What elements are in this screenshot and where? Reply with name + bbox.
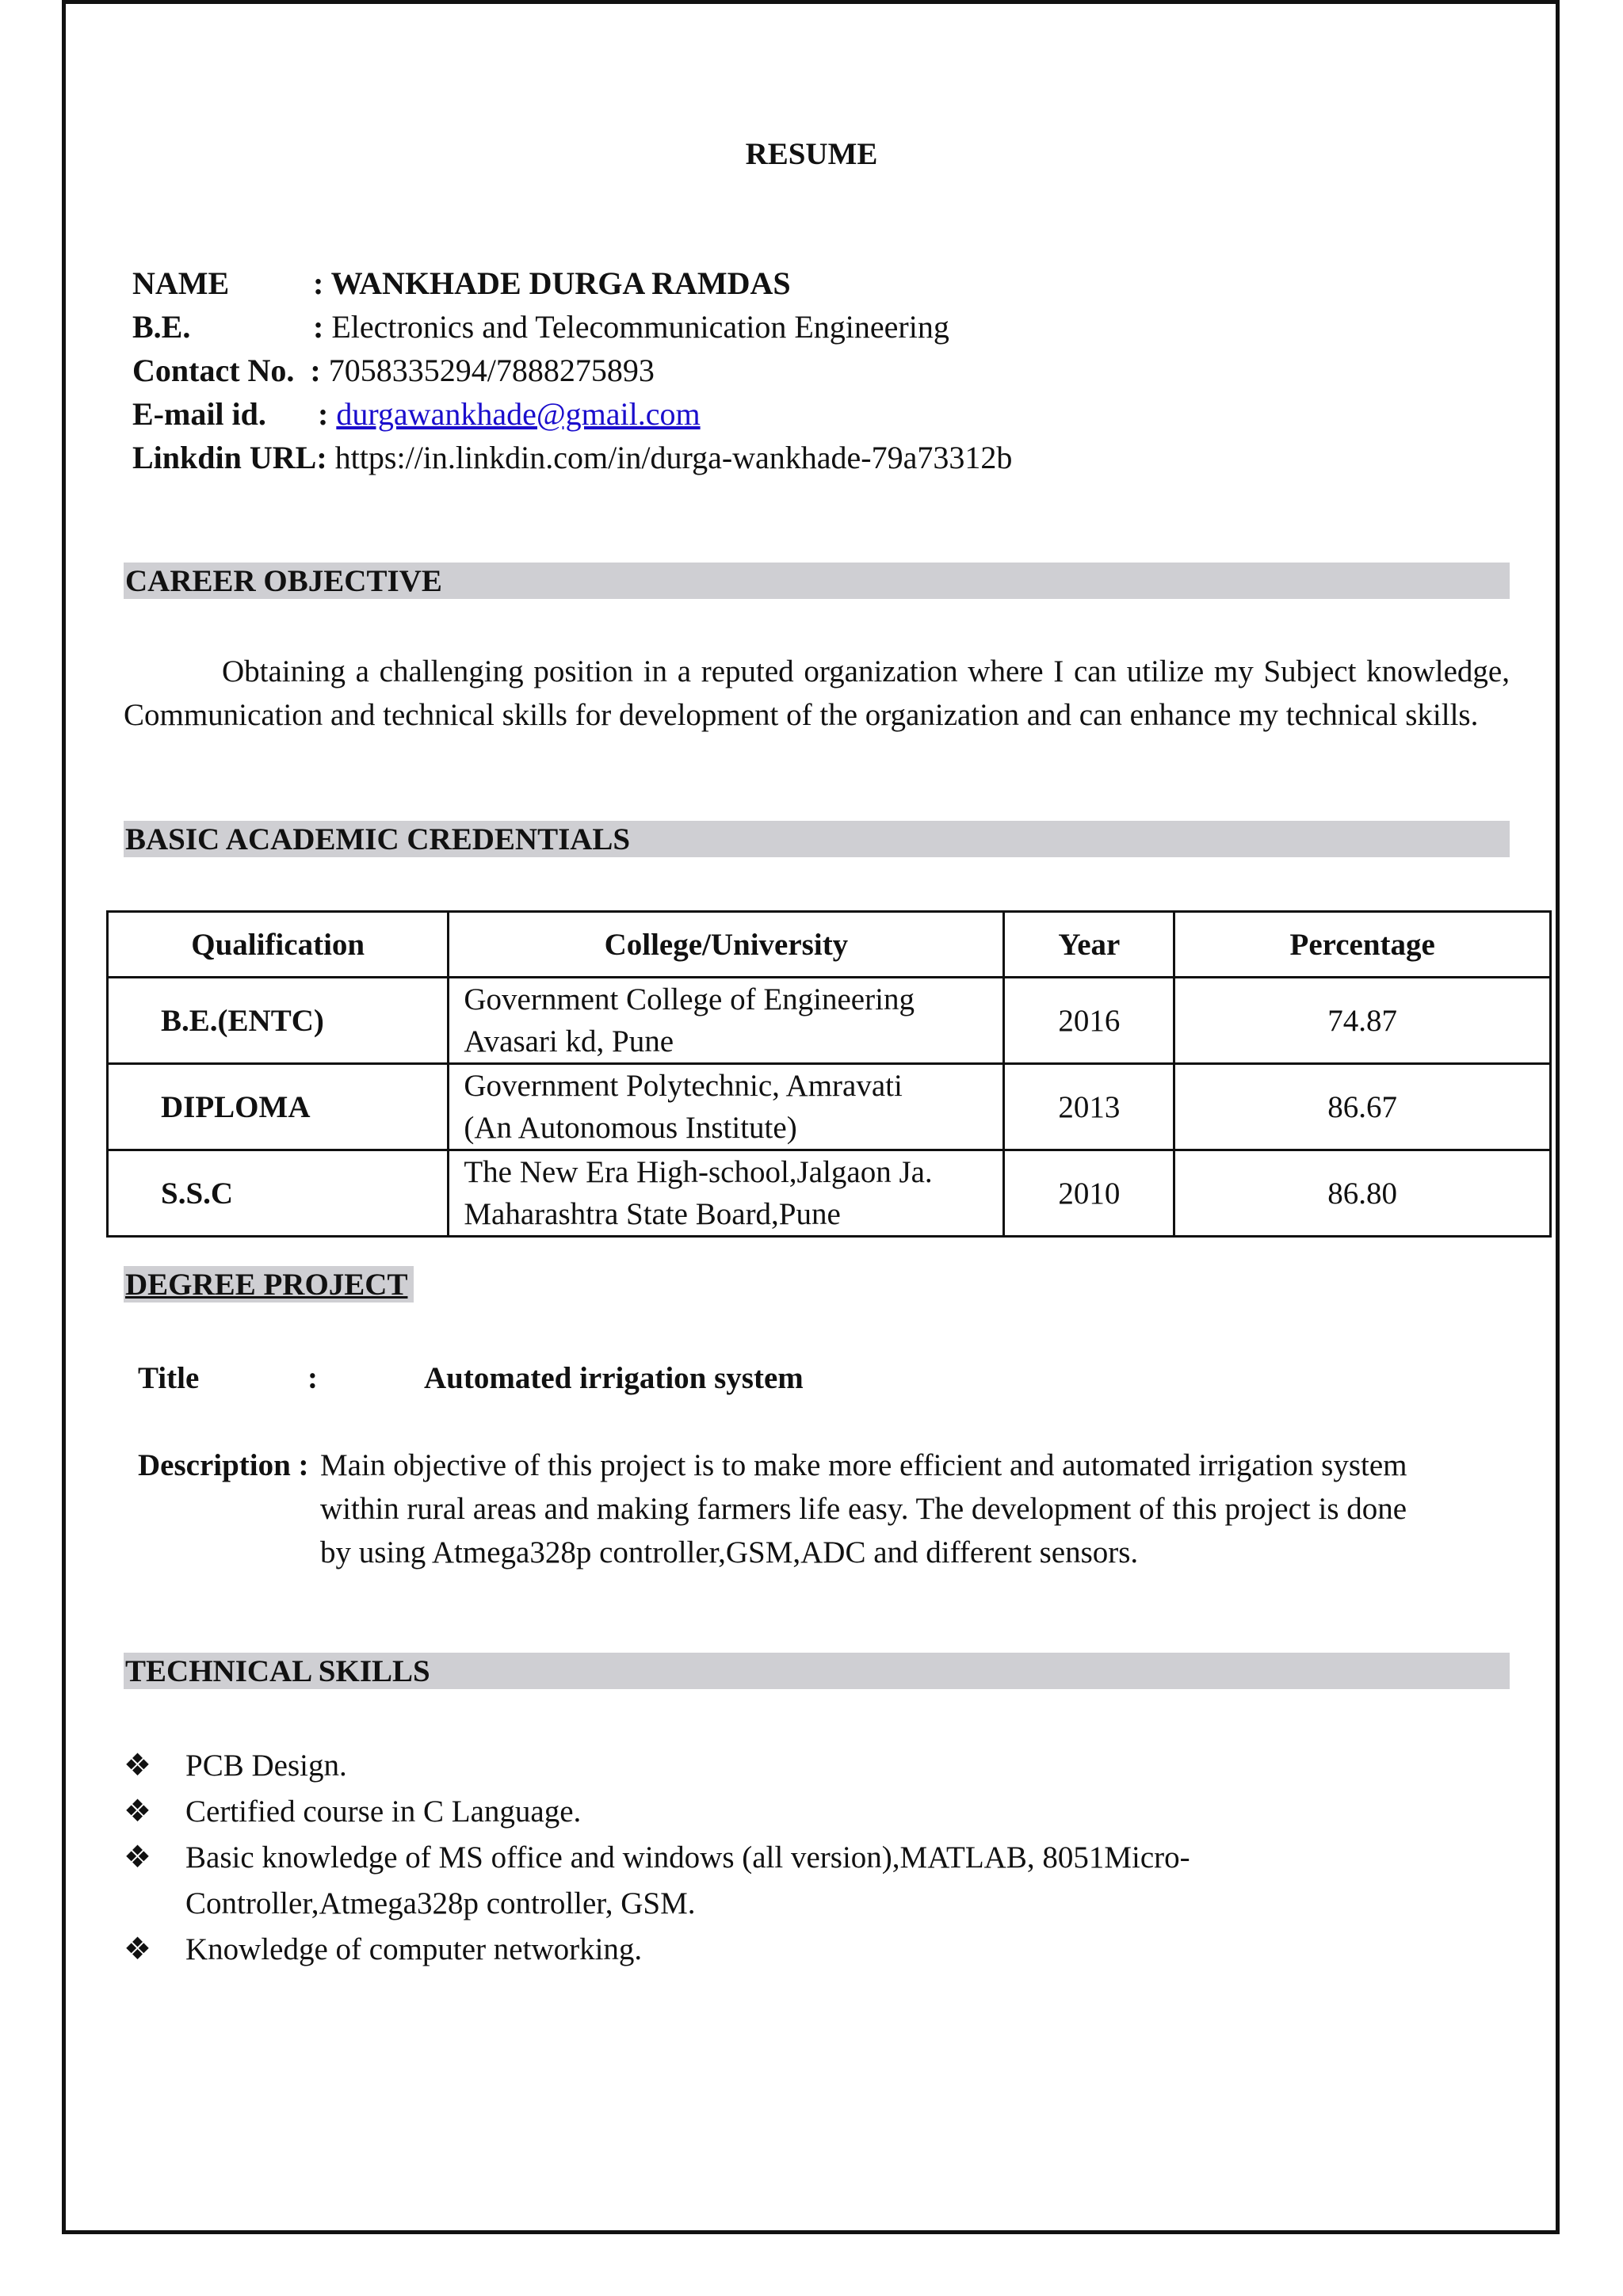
list-item [124,1743,1471,1789]
email-sep: : [318,396,329,432]
diamond-bullet-icon: ❖ [124,1749,151,1783]
project-title-label: Title [138,1361,200,1395]
skill-text: Knowledge of computer networking. [185,1932,643,1966]
college-line: Avasari kd, Pune [464,1024,674,1058]
degree-sep: : [313,309,324,345]
desc-line: by using Atmega328p controller,GSM,ADC and different sensors. [320,1535,1139,1569]
project-description [138,1444,1501,1578]
header-qualification: Qualification [108,912,449,978]
list-item [124,1927,1471,1973]
project-title-value: Automated irrigation system [424,1361,804,1395]
contact-value: 7058335294/7888275893 [328,353,655,388]
desc-line: Main objective of this project is to make more efficient and automated irrigation system [320,1448,1407,1482]
header-percentage: Percentage [1174,912,1551,978]
diamond-bullet-icon: ❖ [124,1794,151,1829]
cell-qualification: S.S.C [108,1150,449,1237]
diamond-bullet-icon: ❖ [124,1840,151,1875]
technical-skills-heading [124,1653,1510,1689]
degree-project-heading [124,1266,414,1302]
cell-qualification: DIPLOMA [108,1064,449,1150]
email-link[interactable]: durgawankhade@gmail.com [336,396,701,432]
contact-sep: : [310,353,321,388]
project-desc-text [320,1444,1623,1574]
header-year: Year [1004,912,1174,978]
linkedin-label: Linkdin URL: [132,440,327,475]
name-value: : WANKHADE DURGA RAMDAS [313,265,791,301]
linkedin-row [132,436,1012,479]
career-objective-body: Obtaining a challenging position in a reputed organization where I can utilize my Subject knowledge, Communication and technical skills for development of the organization and can enhance my technical skills. [124,654,1510,732]
cell-percentage: 74.87 [1174,978,1551,1064]
college-line: Government College of Engineering [464,982,915,1016]
college-line: The New Era High-school,Jalgaon Ja. [464,1155,933,1189]
skill-text-continued: Controller,Atmega328p controller, GSM. [185,1886,696,1920]
contact-label: Contact No. [132,353,295,388]
cell-college [449,978,1004,1064]
header-college: College/University [449,912,1004,978]
skills-list [124,1743,1471,1973]
project-title-sep: : [307,1361,318,1395]
resume-title: RESUME [745,137,878,171]
cell-year: 2010 [1004,1150,1174,1237]
cell-percentage: 86.67 [1174,1064,1551,1150]
academics-header-row [108,912,1551,978]
cell-college [449,1064,1004,1150]
cell-qualification: B.E.(ENTC) [108,978,449,1064]
project-title-row [138,1356,1485,1400]
contact-row [132,349,1012,392]
table-row [108,1064,1551,1150]
project-desc-label: Description : [138,1448,309,1482]
name-label: NAME [132,265,230,301]
list-item [124,1835,1471,1927]
skill-text: Basic knowledge of MS office and windows (all version),MATLAB, 8051Micro- [185,1840,1190,1875]
academics-heading-text: BASIC ACADEMIC CREDENTIALS [125,822,631,856]
linkedin-value: https://in.linkdin.com/in/durga-wankhade-79a73312b [334,440,1013,475]
career-objective-heading [124,563,1510,599]
technical-skills-heading-text: TECHNICAL SKILLS [125,1654,430,1688]
email-label: E-mail id. [132,396,266,432]
cell-year: 2016 [1004,978,1174,1064]
college-line: Maharashtra State Board,Pune [464,1197,841,1231]
name-row [132,261,1012,305]
degree-value: Electronics and Telecommunication Engineering [331,309,949,345]
cell-college [449,1150,1004,1237]
career-objective-text [124,650,1510,737]
degree-project-heading-text: DEGREE PROJECT [125,1268,408,1302]
academics-heading [124,821,1510,857]
table-row [108,1150,1551,1237]
degree-label: B.E. [132,309,191,345]
diamond-bullet-icon: ❖ [124,1932,151,1966]
college-line: Government Polytechnic, Amravati [464,1069,903,1103]
skill-text: PCB Design. [185,1749,347,1783]
cell-year: 2013 [1004,1064,1174,1150]
personal-info [132,261,1012,479]
college-line: (An Autonomous Institute) [464,1111,797,1145]
academics-table [106,910,1552,1238]
table-row [108,978,1551,1064]
skill-text: Certified course in C Language. [185,1794,582,1829]
degree-row [132,305,1012,349]
list-item [124,1789,1471,1835]
career-objective-heading-text: CAREER OBJECTIVE [125,564,442,598]
desc-line: within rural areas and making farmers life easy. The development of this project is done [320,1492,1407,1526]
email-row [132,392,1012,436]
cell-percentage: 86.80 [1174,1150,1551,1237]
